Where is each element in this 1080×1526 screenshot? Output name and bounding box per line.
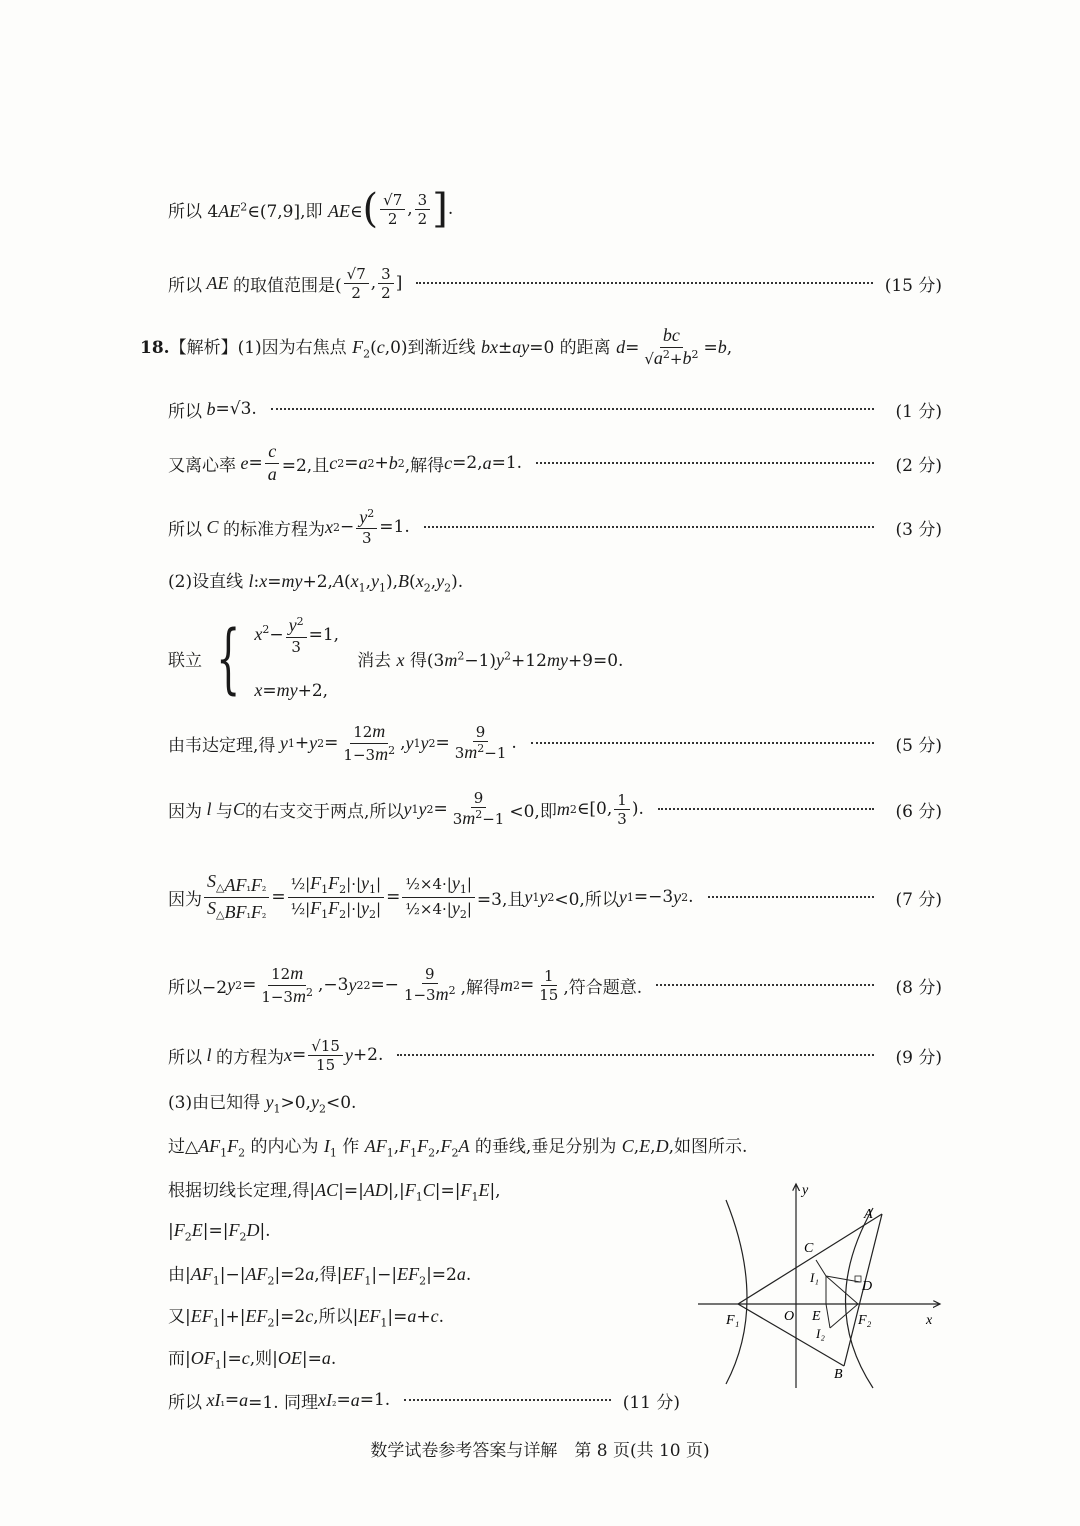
leader-dots — [531, 742, 874, 744]
score: (6 分) — [895, 801, 942, 822]
line-ae-range-2: 所以 AE 的取值范围是( $\frac{√7}{2}$ , $\frac{3}{2}$ ] (15 分) — [168, 264, 942, 302]
score: (9 分) — [895, 1047, 942, 1068]
score: (5 分) — [895, 735, 942, 756]
label-i2: I₂ — [816, 1326, 825, 1341]
label-y: y — [802, 1183, 809, 1198]
line-equation-l: 所以 l 的方程为 x = $\frac{√15}{15}$ y +2. (9 分) — [168, 1036, 942, 1074]
score: (1 分) — [895, 401, 942, 422]
score: (3 分) — [895, 519, 942, 540]
leader-dots — [656, 984, 874, 986]
leader-dots — [271, 408, 874, 410]
line-ef-sum: 又$|EF_1|+|EF_2|=2c$,所以$|EF_1|=a+c$. — [168, 1306, 445, 1330]
leader-dots — [424, 526, 874, 528]
segment-i1-f2 — [826, 1276, 858, 1304]
leader-dots — [536, 462, 874, 464]
line-standard-equation: 所以 C 的标准方程为 x 2 − $\frac{y^2}{3}$ =1. (3 分) — [168, 506, 942, 548]
line-x-incenter: 所以 x I₁ = a =1. 同理 x I₂ = a =1. (11 分) — [168, 1389, 680, 1413]
line-part3-known: (3)由已知得 $y_1>0,y_2<0$. — [168, 1092, 357, 1116]
label-i1: I₁ — [810, 1270, 819, 1285]
line-tangent-theorem: 根据切线长定理,得$|AC|=|AD|,|F_1C|=|F_1E|$, — [168, 1180, 501, 1204]
line-intersection-condition: 因为 l 与 C 的右支交于两点,所以 y 1 y 2 = $\frac{9}{3m^2-1}$ <0,即 m 2 ∈[0, $\frac{1}{3}$ ). (6 分) — [168, 788, 942, 828]
label-d: D — [862, 1279, 873, 1294]
segment-e-i2 — [826, 1304, 830, 1328]
label-x: x — [926, 1313, 933, 1328]
line-solve-m: 所以−2 y 2 = $\frac{12m}{1-3m^2}$ ,−3 y 2 2 =− $\frac{9}{1-3m^2}$ ,解得 m 2 = $\frac{1}{15}$ ,符合题意. (8 分) — [168, 962, 942, 1006]
hyperbola-right-branch — [846, 1208, 874, 1388]
line-af-diff: 由$|AF_1|-|AF_2|=2a$,得$|EF_1|-|EF_2|=2a$. — [168, 1264, 472, 1288]
label-b: B — [834, 1367, 843, 1382]
label-f1: F₁ — [726, 1313, 740, 1328]
label-e: E — [812, 1309, 821, 1324]
leader-dots — [708, 896, 874, 898]
score: (11 分) — [622, 1392, 680, 1413]
line-vieta: 由韦达定理,得 y 1 + y 2 = $\frac{12m}{1-3m^2}$ , y 1 y 2 = $\frac{9}{3m^2-1}$ . (5 分) — [168, 720, 942, 764]
score: (15 分) — [884, 275, 942, 296]
line-area-ratio: 因为 $\frac{S_{\triangle AF_1F_2}}{S_{\triangle BF_1F_2}}$ = $\frac{\frac{1}{2}|F_1F_2|\cdot|y_1|}{\frac{1}{2}|F_1F_2|\cdot|y_2|}$ = $\frac{\frac{1}{2}\times 4\cdot|y_1|}{\frac{1}{2}\times 4\cdot|y_2|}$ =3,且 y 1 y 2 <0,所以 y 1 =−3 y 2 . (7 分) — [168, 870, 942, 922]
label-f2: F₂ — [858, 1313, 872, 1328]
hyperbola-left-branch — [726, 1200, 747, 1384]
label-c: C — [804, 1241, 814, 1256]
line-oe: 而$|OF_1|=c$,则|OE|=a. — [168, 1348, 337, 1372]
hyperbola-figure — [698, 1178, 946, 1390]
line-ae-range-1: 所以 $4AE^2\in(7,9]$,即 AE∈ ( $\frac{√7}{2}$ , $\frac{3}{2}$ ] . — [168, 186, 454, 232]
label-a: A — [864, 1207, 873, 1222]
leader-dots — [416, 282, 872, 284]
line-b-value: 所以 b =√3. (1 分) — [168, 398, 942, 422]
line-part2-setup: (2)设直线 $l:x=my+2,A(x_1,y_1),B(x_2,y_2)$. — [168, 571, 464, 595]
leader-dots — [397, 1054, 874, 1056]
line-system: 联立 { $x^2-$ $\frac{y^2}{3}$ =1, x=my+2, 消去 x 得$(3m^2-1)y^2+12my+9=0$. — [168, 613, 624, 702]
line-incenter: 过$\triangle AF_1F_2$ 的内心为 $I_1$ 作 $AF_1,F_1F_2,F_2A$ 的垂线,垂足分别为 C,E,D,如图所示. — [168, 1136, 748, 1160]
score: (8 分) — [895, 977, 942, 998]
line-eccentricity: 又离心率 e = $\frac{c}{a}$ =2,且 c 2 = a 2 + b 2 ,解得 c =2, a =1. (2 分) — [168, 440, 942, 484]
line-f2e: $|F_2E|=|F_2D|$. — [168, 1220, 271, 1244]
leader-dots — [404, 1399, 611, 1401]
score: (7 分) — [895, 889, 942, 910]
page-footer: 数学试卷参考答案与详解 第 8 页(共 10 页) — [370, 1441, 710, 1461]
score: (2 分) — [895, 455, 942, 476]
leader-dots — [658, 808, 874, 810]
segment-f1-a — [738, 1214, 882, 1304]
label-o: O — [784, 1309, 795, 1324]
line-q18-part1: 18.【解析】(1)因为右焦点 $F_2(c,0)$到渐近线 bx±ay=0 的距离 d= $\frac{bc}{√a^2+b^2}$ =b, — [140, 324, 733, 368]
